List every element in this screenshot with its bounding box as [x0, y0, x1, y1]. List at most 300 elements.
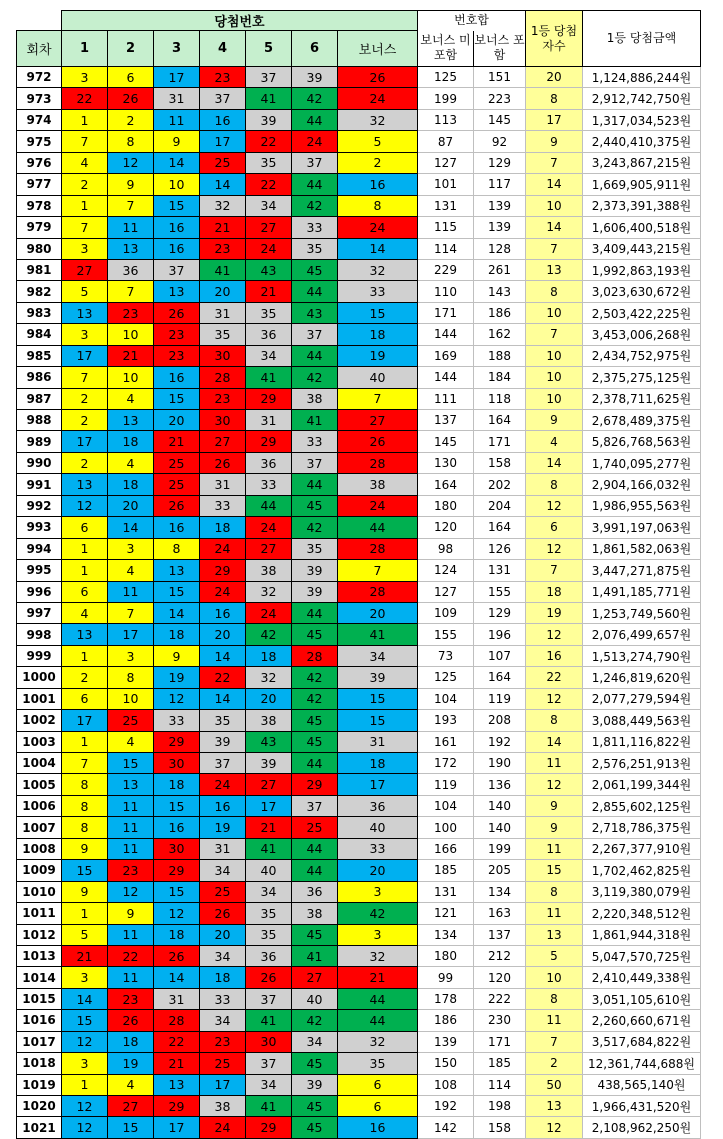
bonus-cell: 16 [338, 1117, 418, 1138]
bonus-cell: 41 [338, 624, 418, 645]
round-cell: 985 [17, 345, 62, 366]
prize-cell: 1,491,185,771원 [583, 581, 701, 602]
bonus-cell: 33 [338, 281, 418, 302]
number-cell: 41 [246, 1010, 292, 1031]
round-cell: 1013 [17, 945, 62, 966]
sum-incl-bonus-cell: 92 [474, 131, 526, 152]
winners-cell: 10 [526, 388, 583, 409]
number-cell: 34 [246, 345, 292, 366]
sum-incl-bonus-cell: 140 [474, 817, 526, 838]
bonus-cell: 28 [338, 581, 418, 602]
number-6-header: 6 [292, 31, 338, 67]
sum-excl-bonus-cell: 171 [418, 302, 474, 323]
number-cell: 10 [108, 367, 154, 388]
sum-excl-bonus-cell: 229 [418, 259, 474, 280]
number-cell: 11 [108, 838, 154, 859]
prize-cell: 5,047,570,725원 [583, 945, 701, 966]
number-cell: 34 [200, 1010, 246, 1031]
number-cell: 7 [108, 281, 154, 302]
prize-cell: 3,051,105,610원 [583, 988, 701, 1009]
sum-incl-bonus-cell: 230 [474, 1010, 526, 1031]
round-cell: 992 [17, 495, 62, 516]
table-row [17, 967, 701, 988]
number-cell: 8 [62, 795, 108, 816]
sum-excl-bonus-cell: 199 [418, 88, 474, 109]
prize-cell: 2,912,742,750원 [583, 88, 701, 109]
sum-excl-bonus-cell: 100 [418, 817, 474, 838]
number-cell: 24 [246, 517, 292, 538]
winners-cell: 10 [526, 195, 583, 216]
number-cell: 25 [200, 1053, 246, 1074]
number-cell: 43 [292, 302, 338, 323]
number-cell: 24 [200, 538, 246, 559]
number-cell: 15 [154, 195, 200, 216]
sum-excl-bonus-cell: 125 [418, 67, 474, 88]
round-cell: 1006 [17, 795, 62, 816]
number-cell: 39 [200, 731, 246, 752]
number-cell: 12 [108, 152, 154, 173]
number-cell: 39 [292, 67, 338, 88]
prize-cell: 12,361,744,688원 [583, 1053, 701, 1074]
number-cell: 5 [62, 281, 108, 302]
table-row [17, 903, 701, 924]
winners-cell: 18 [526, 581, 583, 602]
winners-cell: 7 [526, 324, 583, 345]
sum-excl-bonus-cell: 144 [418, 324, 474, 345]
number-cell: 36 [246, 452, 292, 473]
number-cell: 8 [62, 817, 108, 838]
number-cell: 32 [246, 581, 292, 602]
number-cell: 4 [108, 452, 154, 473]
number-cell: 15 [154, 388, 200, 409]
sum-incl-bonus-cell: 184 [474, 367, 526, 388]
prize-cell: 1,966,431,520원 [583, 1096, 701, 1117]
number-cell: 27 [292, 967, 338, 988]
bonus-cell: 32 [338, 1031, 418, 1052]
sum-incl-bonus-cell: 136 [474, 774, 526, 795]
bonus-cell: 28 [338, 452, 418, 473]
number-cell: 34 [246, 1074, 292, 1095]
winners-cell: 50 [526, 1074, 583, 1095]
number-cell: 23 [154, 324, 200, 345]
table-row [17, 860, 701, 881]
number-cell: 33 [246, 474, 292, 495]
number-cell: 18 [108, 474, 154, 495]
prize-cell: 1,986,955,563원 [583, 495, 701, 516]
number-cell: 3 [62, 238, 108, 259]
sum-incl-bonus-cell: 222 [474, 988, 526, 1009]
table-row [17, 581, 701, 602]
winners-cell: 20 [526, 67, 583, 88]
number-cell: 45 [292, 1053, 338, 1074]
table-row [17, 109, 701, 130]
number-cell: 31 [154, 988, 200, 1009]
table-row [17, 774, 701, 795]
sum-incl-bonus-cell: 129 [474, 602, 526, 623]
number-cell: 2 [62, 667, 108, 688]
bonus-header: 보너스 [338, 31, 418, 67]
bonus-cell: 32 [338, 109, 418, 130]
number-cell: 18 [200, 517, 246, 538]
number-cell: 17 [62, 710, 108, 731]
winners-cell: 10 [526, 302, 583, 323]
number-cell: 2 [62, 388, 108, 409]
number-cell: 3 [62, 967, 108, 988]
table-row [17, 924, 701, 945]
round-cell: 984 [17, 324, 62, 345]
round-cell: 993 [17, 517, 62, 538]
sum-excl-bonus-cell: 172 [418, 753, 474, 774]
sum-incl-bonus-cell: 162 [474, 324, 526, 345]
round-cell: 982 [17, 281, 62, 302]
sum-excl-bonus-cell: 180 [418, 945, 474, 966]
number-cell: 45 [292, 710, 338, 731]
number-cell: 15 [108, 1117, 154, 1138]
number-cell: 16 [200, 602, 246, 623]
bonus-cell: 39 [338, 667, 418, 688]
table-row [17, 1031, 701, 1052]
sum-incl-bonus-cell: 163 [474, 903, 526, 924]
table-row [17, 624, 701, 645]
number-cell: 18 [154, 924, 200, 945]
number-cell: 1 [62, 731, 108, 752]
bonus-cell: 15 [338, 688, 418, 709]
winners-cell: 2 [526, 1053, 583, 1074]
winners-cell: 12 [526, 774, 583, 795]
sum-incl-bonus-cell: 139 [474, 217, 526, 238]
bonus-cell: 19 [338, 345, 418, 366]
sum-excl-bonus-cell: 125 [418, 667, 474, 688]
number-cell: 8 [108, 131, 154, 152]
prize-cell: 1,861,944,318원 [583, 924, 701, 945]
prize-cell: 2,440,410,375원 [583, 131, 701, 152]
bonus-cell: 32 [338, 259, 418, 280]
number-cell: 21 [246, 281, 292, 302]
bonus-cell: 24 [338, 217, 418, 238]
table-row [17, 410, 701, 431]
number-cell: 1 [62, 538, 108, 559]
number-cell: 9 [154, 131, 200, 152]
number-cell: 34 [200, 945, 246, 966]
sum-excl-bonus-cell: 113 [418, 109, 474, 130]
round-cell: 997 [17, 602, 62, 623]
number-cell: 19 [108, 1053, 154, 1074]
number-cell: 31 [200, 838, 246, 859]
winners-cell: 8 [526, 881, 583, 902]
table-row [17, 667, 701, 688]
number-cell: 32 [246, 667, 292, 688]
winners-cell: 17 [526, 109, 583, 130]
number-cell: 29 [154, 1096, 200, 1117]
bonus-cell: 35 [338, 1053, 418, 1074]
number-cell: 6 [62, 581, 108, 602]
number-cell: 16 [154, 238, 200, 259]
number-cell: 28 [292, 645, 338, 666]
table-row [17, 302, 701, 323]
number-cell: 27 [246, 774, 292, 795]
number-cell: 43 [246, 259, 292, 280]
table-row [17, 174, 701, 195]
prize-cell: 2,678,489,375원 [583, 410, 701, 431]
number-cell: 25 [200, 881, 246, 902]
sum-excl-bonus-header: 보너스 미포함 [418, 31, 474, 67]
sum-excl-bonus-cell: 186 [418, 1010, 474, 1031]
prize-cell: 3,023,630,672원 [583, 281, 701, 302]
sum-excl-bonus-cell: 180 [418, 495, 474, 516]
number-cell: 41 [246, 88, 292, 109]
number-cell: 33 [200, 988, 246, 1009]
sum-excl-bonus-cell: 108 [418, 1074, 474, 1095]
number-cell: 35 [246, 903, 292, 924]
number-cell: 14 [154, 602, 200, 623]
bonus-cell: 6 [338, 1096, 418, 1117]
bonus-cell: 21 [338, 967, 418, 988]
sum-excl-bonus-cell: 178 [418, 988, 474, 1009]
sum-excl-bonus-cell: 150 [418, 1053, 474, 1074]
bonus-cell: 28 [338, 538, 418, 559]
number-cell: 44 [292, 838, 338, 859]
table-row [17, 495, 701, 516]
round-cell: 986 [17, 367, 62, 388]
winners-cell: 8 [526, 474, 583, 495]
number-cell: 29 [246, 1117, 292, 1138]
number-cell: 44 [292, 345, 338, 366]
table-row [17, 131, 701, 152]
number-cell: 4 [108, 731, 154, 752]
number-cell: 8 [108, 667, 154, 688]
number-cell: 1 [62, 109, 108, 130]
number-cell: 16 [200, 795, 246, 816]
prize-header: 1등 당첨금액 [583, 11, 701, 67]
sum-incl-bonus-cell: 118 [474, 388, 526, 409]
number-cell: 36 [292, 881, 338, 902]
number-cell: 26 [154, 302, 200, 323]
bonus-cell: 24 [338, 495, 418, 516]
number-cell: 24 [200, 581, 246, 602]
number-cell: 27 [200, 431, 246, 452]
winners-cell: 8 [526, 281, 583, 302]
sum-incl-bonus-cell: 192 [474, 731, 526, 752]
round-cell: 998 [17, 624, 62, 645]
sum-excl-bonus-cell: 98 [418, 538, 474, 559]
round-cell: 974 [17, 109, 62, 130]
number-cell: 42 [246, 624, 292, 645]
number-cell: 7 [108, 195, 154, 216]
sum-incl-bonus-cell: 128 [474, 238, 526, 259]
number-cell: 12 [62, 495, 108, 516]
sum-incl-bonus-cell: 158 [474, 452, 526, 473]
number-cell: 31 [154, 88, 200, 109]
prize-cell: 1,253,749,560원 [583, 602, 701, 623]
table-row [17, 367, 701, 388]
sum-incl-bonus-cell: 261 [474, 259, 526, 280]
sum-excl-bonus-cell: 127 [418, 152, 474, 173]
number-cell: 17 [154, 67, 200, 88]
winners-cell: 12 [526, 1117, 583, 1138]
round-cell: 1019 [17, 1074, 62, 1095]
winners-cell: 15 [526, 860, 583, 881]
number-cell: 26 [200, 452, 246, 473]
winning-numbers-header: 당첨번호 [62, 11, 418, 31]
number-cell: 31 [200, 302, 246, 323]
number-cell: 36 [246, 324, 292, 345]
prize-cell: 1,811,116,822원 [583, 731, 701, 752]
number-cell: 5 [62, 924, 108, 945]
number-cell: 24 [246, 602, 292, 623]
number-cell: 33 [154, 710, 200, 731]
table-row [17, 710, 701, 731]
bonus-cell: 42 [338, 903, 418, 924]
sum-excl-bonus-cell: 104 [418, 795, 474, 816]
number-cell: 17 [246, 795, 292, 816]
round-cell: 979 [17, 217, 62, 238]
sum-excl-bonus-cell: 109 [418, 602, 474, 623]
sum-incl-bonus-cell: 145 [474, 109, 526, 130]
prize-cell: 2,260,660,671원 [583, 1010, 701, 1031]
round-cell: 989 [17, 431, 62, 452]
round-cell: 994 [17, 538, 62, 559]
number-cell: 27 [108, 1096, 154, 1117]
number-cell: 38 [246, 560, 292, 581]
number-cell: 3 [62, 67, 108, 88]
number-cell: 13 [108, 410, 154, 431]
prize-cell: 2,855,602,125원 [583, 795, 701, 816]
prize-cell: 2,108,962,250원 [583, 1117, 701, 1138]
prize-cell: 2,220,348,512원 [583, 903, 701, 924]
number-cell: 45 [292, 259, 338, 280]
bonus-cell: 44 [338, 988, 418, 1009]
number-cell: 9 [62, 838, 108, 859]
number-cell: 18 [154, 774, 200, 795]
round-cell: 976 [17, 152, 62, 173]
number-cell: 36 [246, 945, 292, 966]
number-cell: 39 [246, 753, 292, 774]
number-cell: 39 [292, 581, 338, 602]
table-row [17, 474, 701, 495]
prize-cell: 3,517,684,822원 [583, 1031, 701, 1052]
number-cell: 41 [246, 1096, 292, 1117]
sum-excl-bonus-cell: 193 [418, 710, 474, 731]
prize-cell: 3,088,449,563원 [583, 710, 701, 731]
number-cell: 28 [200, 367, 246, 388]
sum-excl-bonus-cell: 161 [418, 731, 474, 752]
number-cell: 21 [154, 1053, 200, 1074]
number-cell: 35 [292, 238, 338, 259]
number-cell: 12 [154, 688, 200, 709]
table-row [17, 67, 701, 88]
number-cell: 17 [108, 624, 154, 645]
sum-excl-bonus-cell: 169 [418, 345, 474, 366]
number-cell: 21 [200, 217, 246, 238]
number-cell: 33 [292, 217, 338, 238]
number-cell: 38 [200, 1096, 246, 1117]
prize-cell: 3,991,197,063원 [583, 517, 701, 538]
number-cell: 26 [200, 903, 246, 924]
number-cell: 37 [246, 1053, 292, 1074]
round-cell: 1007 [17, 817, 62, 838]
number-cell: 30 [154, 838, 200, 859]
number-cell: 37 [246, 988, 292, 1009]
number-cell: 37 [246, 67, 292, 88]
number-cell: 9 [62, 881, 108, 902]
round-cell: 1012 [17, 924, 62, 945]
winners-cell: 14 [526, 731, 583, 752]
number-cell: 25 [108, 710, 154, 731]
sum-incl-bonus-cell: 171 [474, 431, 526, 452]
round-cell: 1015 [17, 988, 62, 1009]
prize-cell: 2,267,377,910원 [583, 838, 701, 859]
lotto-results-table [16, 10, 701, 1139]
sum-incl-bonus-cell: 199 [474, 838, 526, 859]
number-cell: 22 [154, 1031, 200, 1052]
prize-cell: 2,373,391,388원 [583, 195, 701, 216]
sum-excl-bonus-cell: 155 [418, 624, 474, 645]
bonus-cell: 14 [338, 238, 418, 259]
prize-cell: 1,124,886,244원 [583, 67, 701, 88]
number-cell: 15 [108, 753, 154, 774]
winners-cell: 11 [526, 903, 583, 924]
table-row [17, 259, 701, 280]
sum-excl-bonus-cell: 114 [418, 238, 474, 259]
sum-incl-bonus-cell: 151 [474, 67, 526, 88]
round-cell: 987 [17, 388, 62, 409]
round-cell: 981 [17, 259, 62, 280]
number-cell: 24 [200, 774, 246, 795]
prize-cell: 2,904,166,032원 [583, 474, 701, 495]
winners-cell: 14 [526, 174, 583, 195]
round-cell: 991 [17, 474, 62, 495]
number-cell: 38 [292, 388, 338, 409]
number-cell: 31 [246, 410, 292, 431]
number-cell: 10 [108, 688, 154, 709]
number-cell: 35 [246, 152, 292, 173]
sum-excl-bonus-cell: 144 [418, 367, 474, 388]
winners-cell: 12 [526, 688, 583, 709]
round-cell: 1017 [17, 1031, 62, 1052]
number-cell: 45 [292, 624, 338, 645]
number-cell: 18 [108, 431, 154, 452]
number-cell: 13 [62, 624, 108, 645]
number-cell: 26 [154, 495, 200, 516]
number-cell: 3 [62, 324, 108, 345]
number-cell: 34 [246, 195, 292, 216]
number-cell: 25 [292, 817, 338, 838]
number-cell: 21 [108, 345, 154, 366]
number-cell: 41 [292, 945, 338, 966]
number-cell: 6 [108, 67, 154, 88]
round-cell: 1010 [17, 881, 62, 902]
number-cell: 44 [292, 602, 338, 623]
bonus-cell: 36 [338, 795, 418, 816]
sum-excl-bonus-cell: 73 [418, 645, 474, 666]
round-cell: 1016 [17, 1010, 62, 1031]
prize-cell: 1,861,582,063원 [583, 538, 701, 559]
round-cell: 977 [17, 174, 62, 195]
number-cell: 42 [292, 517, 338, 538]
number-cell: 20 [154, 410, 200, 431]
number-cell: 22 [246, 131, 292, 152]
number-cell: 8 [154, 538, 200, 559]
sum-incl-bonus-cell: 117 [474, 174, 526, 195]
table-row [17, 1010, 701, 1031]
number-cell: 1 [62, 645, 108, 666]
prize-cell: 2,503,422,225원 [583, 302, 701, 323]
table-row [17, 217, 701, 238]
sum-incl-bonus-cell: 198 [474, 1096, 526, 1117]
sum-incl-bonus-cell: 164 [474, 410, 526, 431]
winners-cell: 13 [526, 259, 583, 280]
prize-cell: 1,513,274,790원 [583, 645, 701, 666]
